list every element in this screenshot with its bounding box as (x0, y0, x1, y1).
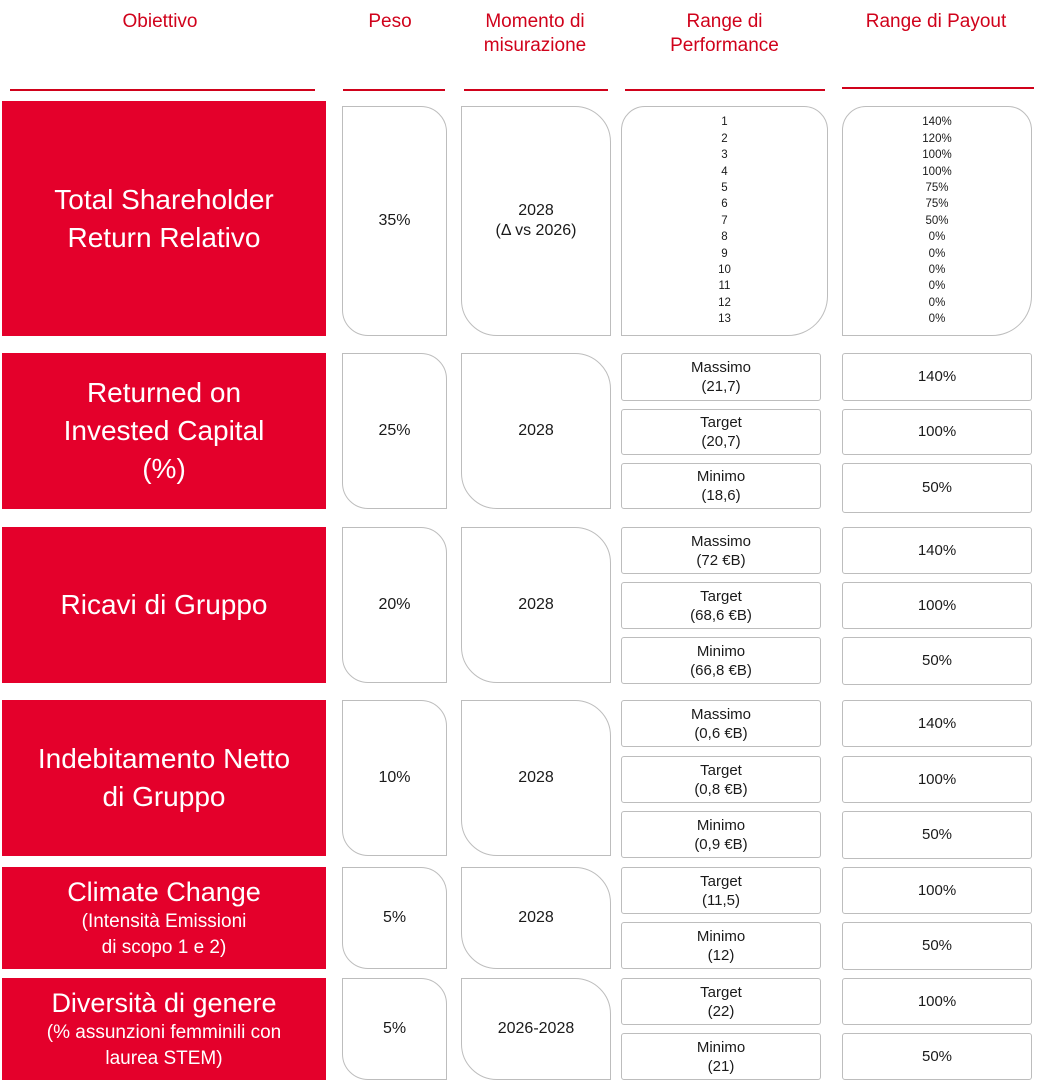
objective-title: Ricavi di Gruppo (60, 589, 268, 620)
rank-item: 8 (721, 231, 728, 244)
objective-roic (2, 353, 326, 509)
rank-item: 6 (721, 198, 728, 211)
objective-indebitamento (2, 700, 326, 856)
peso-cell: 5% (342, 867, 447, 969)
header-obiettivo: Obiettivo (122, 11, 198, 32)
rank-item: 10 (718, 264, 731, 277)
header-performance: Range di Performance (670, 11, 779, 56)
objective-subtitle: (% assunzioni femminili con laurea STEM) (46, 1022, 282, 1069)
rank-item: 3 (721, 149, 728, 162)
momento-cell: 2028 (461, 527, 611, 683)
rank-payout-item: 75% (925, 181, 949, 194)
peso-cell: 10% (342, 700, 447, 856)
performance-cell: Minimo (12) (621, 922, 821, 969)
performance-cell: Massimo (21,7) (621, 353, 821, 401)
momento-cell: 2028 (461, 867, 611, 969)
rank-payout-item: 100% (922, 165, 952, 178)
objective-title: Total Shareholder Return Relativo (54, 183, 274, 253)
header-divider (464, 89, 608, 91)
objective-title: Returned on Invested Capital (%) (63, 377, 265, 484)
payout-cell: 140% (842, 353, 1032, 401)
rank-payout-item: 50% (925, 214, 949, 227)
objective-ricavi (2, 527, 326, 683)
momento-cell: 2026-2028 (461, 978, 611, 1080)
rank-payout-item: 75% (925, 198, 949, 211)
objective-title: Climate Change (67, 877, 261, 907)
rank-payout-item: 0% (928, 231, 946, 244)
performance-cell: Target (11,5) (621, 867, 821, 914)
payout-cell: 140% (842, 527, 1032, 574)
rank-payout-item: 120% (922, 132, 952, 145)
performance-rank-list (621, 106, 828, 336)
performance-cell: Target (68,6 €B) (621, 582, 821, 629)
objective-diversita-genere (2, 978, 326, 1080)
performance-cell: Minimo (18,6) (621, 463, 821, 509)
performance-cell: Target (0,8 €B) (621, 756, 821, 803)
rank-payout-list (922, 114, 951, 327)
payout-cell: 50% (842, 1033, 1032, 1080)
rank-item: 1 (721, 116, 728, 129)
header-payout: Range di Payout (865, 11, 1007, 32)
peso-cell: 20% (342, 527, 447, 683)
header-momento: Momento di misurazione (483, 11, 587, 56)
objective-title: Indebitamento Netto di Gruppo (37, 743, 291, 812)
header-divider (10, 89, 315, 91)
performance-cell: Minimo (66,8 €B) (621, 637, 821, 684)
payout-cell: 50% (842, 637, 1032, 685)
performance-cell: Target (20,7) (621, 409, 821, 455)
payout-cell: 100% (842, 978, 1032, 1025)
rank-payout-item: 0% (928, 247, 946, 260)
header-divider (625, 89, 825, 91)
header-divider (842, 87, 1034, 89)
rank-payout-item: 0% (928, 280, 946, 293)
rank-item: 7 (721, 214, 728, 227)
performance-cell: Target (22) (621, 978, 821, 1025)
rank-item: 5 (721, 181, 728, 194)
objective-tsr (2, 101, 326, 336)
rank-payout-item: 100% (922, 149, 952, 162)
momento-cell: 2028 (Δ vs 2026) (461, 106, 611, 336)
momento-cell: 2028 (461, 353, 611, 509)
performance-cell: Massimo (0,6 €B) (621, 700, 821, 747)
performance-cell: Minimo (0,9 €B) (621, 811, 821, 858)
payout-cell: 100% (842, 867, 1032, 914)
peso-cell: 5% (342, 978, 447, 1080)
payout-cell: 50% (842, 811, 1032, 859)
rank-item: 12 (718, 296, 731, 309)
payout-rank-list (842, 106, 1032, 336)
header-peso: Peso (368, 11, 412, 32)
header-divider (343, 89, 445, 91)
peso-cell: 25% (342, 353, 447, 509)
objective-climate-change (2, 867, 326, 969)
rank-list (718, 114, 731, 327)
rank-item: 4 (721, 165, 728, 178)
performance-cell: Minimo (21) (621, 1033, 821, 1080)
objective-title: Diversità di genere (51, 988, 277, 1018)
rank-item: 2 (721, 132, 728, 145)
payout-cell: 100% (842, 756, 1032, 803)
payout-cell: 140% (842, 700, 1032, 747)
rank-item: 11 (718, 280, 731, 293)
rank-payout-item: 0% (928, 313, 946, 326)
peso-cell: 35% (342, 106, 447, 336)
performance-cell: Massimo (72 €B) (621, 527, 821, 574)
rank-payout-item: 0% (928, 264, 946, 277)
rank-item: 9 (721, 247, 728, 260)
momento-cell: 2028 (461, 700, 611, 856)
payout-cell: 50% (842, 463, 1032, 513)
rank-item: 13 (718, 313, 731, 326)
payout-cell: 50% (842, 922, 1032, 970)
objective-subtitle: (Intensità Emissioni di scopo 1 e 2) (81, 911, 247, 958)
payout-cell: 100% (842, 582, 1032, 629)
payout-cell: 100% (842, 409, 1032, 455)
rank-payout-item: 140% (922, 116, 952, 129)
rank-payout-item: 0% (928, 296, 946, 309)
